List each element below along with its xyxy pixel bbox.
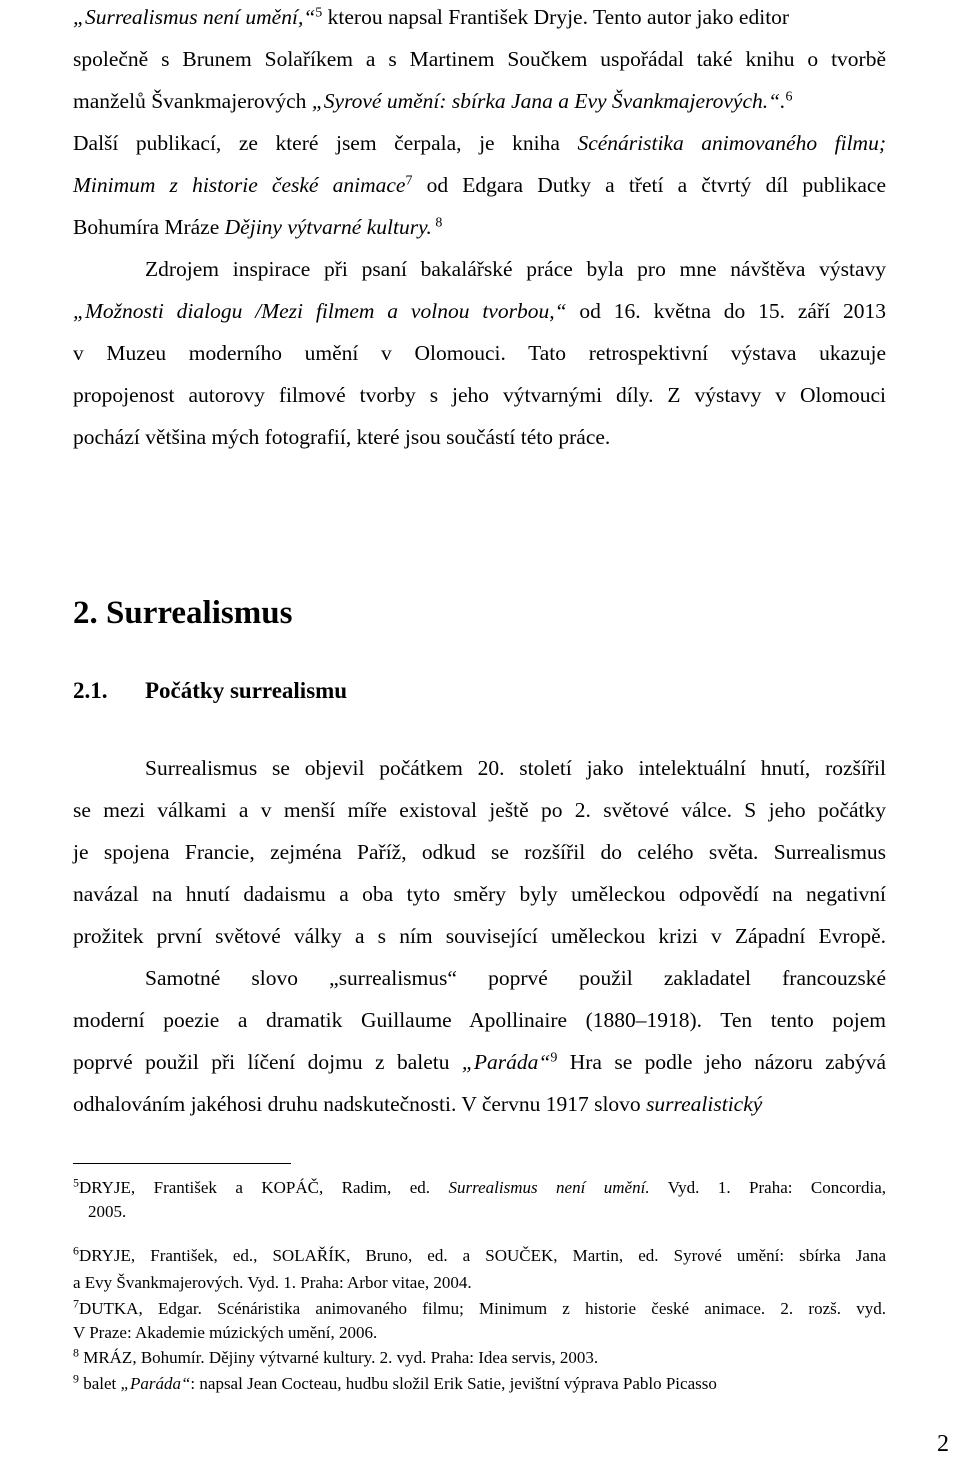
section-number: 2.1.: [73, 678, 108, 703]
p3-line-1: Surrealismus se objevil počátkem 20. století jako intelektuální hnutí, rozšířil: [145, 756, 886, 780]
footnote-ref: 7: [405, 173, 413, 189]
footnote-number: 9: [73, 1371, 79, 1386]
p1-line-3: manželů Švankmajerových „Syrové umění: sbírka Jana a Evy Švankmajerových.“.$^6$: [73, 89, 793, 113]
footnote-number: 7: [73, 1296, 79, 1311]
footnote-number: 5: [73, 1175, 79, 1190]
footnote-6-cont: a Evy Švankmajerových. Vyd. 1. Praha: Arbor vitae, 2004.: [73, 1273, 472, 1292]
p2-line-5: pochází většina mých fotografií, které jsou součástí této práce.: [73, 425, 611, 449]
p4-line-2: moderní poezie a dramatik Guillaume Apollinaire (1880–1918). Ten tento pojem: [73, 1008, 886, 1032]
footnote-number: 6: [73, 1243, 79, 1258]
footnote-7: $^7$DUTKA, Edgar. Scénáristika animovaného filmu; Minimum z historie české animace. 2. rozš. vyd.: [73, 1296, 886, 1318]
quote-title: „Surrealismus není umění,“: [73, 5, 316, 29]
footnote-number: 8: [73, 1345, 79, 1360]
p4-line-3: poprvé použil při líčení dojmu z baletu „Paráda“$^9$ Hra se podle jeho názoru zabývá: [73, 1050, 887, 1074]
p1-line-2: společně s Brunem Solaříkem a s Martinem Součkem uspořádal také knihu o tvorbě: [73, 47, 886, 71]
footnote-ref: 8: [431, 215, 443, 231]
p2-line-3: v Muzeu moderního umění v Olomouci. Tato retrospektivní výstava ukazuje: [73, 341, 886, 365]
p3-line-2: se mezi válkami a v menší míře existoval ještě po 2. světové válce. S jeho počátky: [73, 798, 886, 822]
chapter-heading: 2. Surrealismus: [73, 595, 293, 631]
footnote-6: $^6$DRYJE, František, ed., SOLAŘÍK, Bruno, ed. a SOUČEK, Martin, ed. Syrové umění: sbírka Jana: [73, 1243, 886, 1265]
footnote-ref: 5: [315, 5, 323, 21]
footnote-ref: 6: [785, 89, 793, 105]
p2-line-4: propojenost autorovy filmové tvorby s jeho výtvarnými díly. Z výstavy v Olomouci: [73, 383, 886, 407]
p3-line-5: prožitek první světové války a s ním související uměleckou krizi v Západní Evropě.: [73, 924, 886, 948]
footnote-separator: [73, 1163, 291, 1164]
footnote-5: $^5$DRYJE, František a KOPÁČ, Radim, ed. Surrealismus není umění. Vyd. 1. Praha: Concordia,: [73, 1175, 886, 1197]
footnote-8: $^8$ MRÁZ, Bohumír. Dějiny výtvarné kultury. 2. vyd. Praha: Idea servis, 2003.: [73, 1345, 599, 1367]
p4-line-4: odhalováním jakéhosi druhu nadskutečnosti. V červnu 1917 slovo surrealistický: [73, 1092, 763, 1116]
p2-line-1: Zdrojem inspirace při psaní bakalářské práce byla pro mne návštěva výstavy: [145, 257, 886, 281]
page-number: 2: [937, 1431, 949, 1457]
p1-line-5: Minimum z historie české animace$^7$ od Edgara Dutky a třetí a čtvrtý díl publikace: [73, 173, 886, 197]
footnote-ref: 9: [550, 1050, 558, 1066]
section-title: Počátky surrealismu: [145, 678, 348, 703]
p1-line-6: Bohumíra Mráze Dějiny výtvarné kultury. $^8$: [73, 215, 443, 239]
section-heading: [73, 676, 347, 706]
p4-line-1: Samotné slovo „surrealismus“ poprvé použil zakladatel francouzské: [145, 966, 886, 990]
p3-line-4: navázal na hnutí dadaismu a oba tyto směry byly uměleckou odpovědí na negativní: [73, 882, 886, 906]
p1-line-1: „Surrealismus není umění,“$^5$ kterou napsal František Dryje. Tento autor jako editor: [73, 5, 790, 29]
footnote-9: $^9$ balet „Paráda“: napsal Jean Cocteau, hudbu složil Erik Satie, jevištní výprava Pablo Picasso: [73, 1371, 717, 1393]
p2-line-2: „Možnosti dialogu /Mezi filmem a volnou tvorbou,“ od 16. května do 15. září 2013: [73, 299, 886, 323]
footnote-7-cont: V Praze: Akademie múzických umění, 2006.: [73, 1323, 378, 1342]
footnote-5-cont: 2005.: [88, 1202, 127, 1221]
p1-line-4: Další publikací, ze které jsem čerpala, je kniha Scénáristika animovaného filmu;: [73, 131, 886, 155]
p3-line-3: je spojena Francie, zejména Paříž, odkud se rozšířil do celého světa. Surrealismus: [73, 840, 886, 864]
